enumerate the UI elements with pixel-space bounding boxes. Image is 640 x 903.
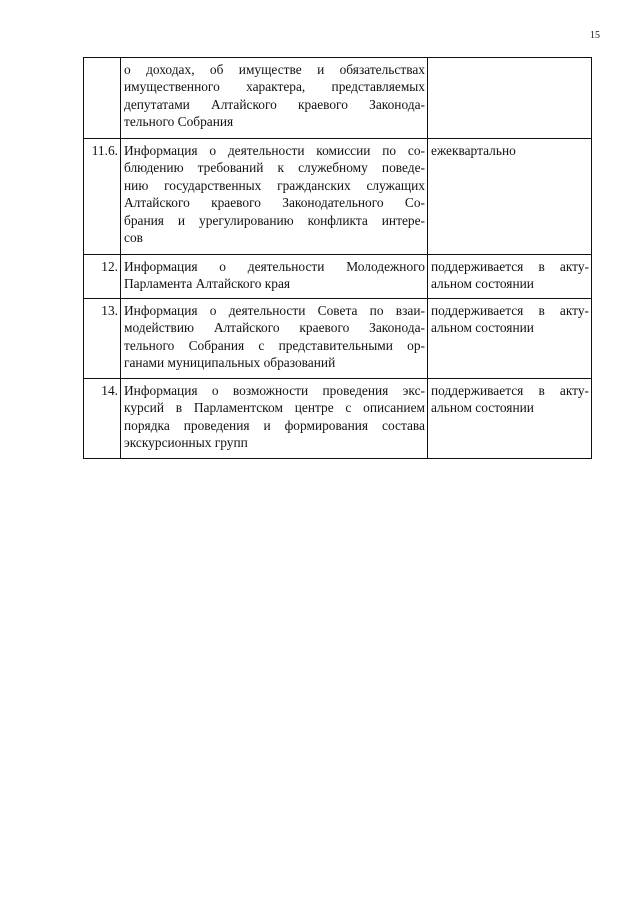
description-line: Информация о деятельности комиссии по со- (124, 143, 425, 158)
description-line: модействию Алтайского краевого Законода- (124, 320, 425, 336)
row-description (121, 58, 428, 139)
table-row (84, 58, 592, 139)
description-line: Информация о возможности проведения экс- (124, 383, 425, 398)
row-period (428, 255, 592, 299)
row-number: 12. (84, 255, 121, 299)
description-line: Парламента Алтайского края (124, 276, 291, 292)
row-number: 14. (84, 379, 121, 459)
row-description (121, 255, 428, 299)
row-period (428, 139, 592, 255)
description-line: курсий в Парламентском центре с описанием (124, 400, 425, 416)
description-line: о доходах, об имуществе и обязательствах (124, 62, 425, 77)
table-row (84, 379, 592, 459)
row-period (428, 299, 592, 379)
page-number: 15 (590, 30, 600, 41)
period-line: ежеквартально (431, 143, 516, 158)
row-number: 13. (84, 299, 121, 379)
row-description (121, 379, 428, 459)
row-number (84, 58, 121, 139)
table-row (84, 255, 592, 299)
row-number: 11.6. (84, 139, 121, 255)
period-line: поддерживается в акту- (431, 383, 589, 398)
period-line: альном состоянии (431, 320, 534, 336)
information-table (83, 57, 592, 459)
period-line: поддерживается в акту- (431, 259, 589, 274)
description-line: ганами муниципальных образований (124, 355, 336, 371)
table-row (84, 299, 592, 379)
description-line: сов (124, 230, 143, 246)
description-line: тельного Собрания с представительными ор- (124, 337, 425, 353)
description-line: имущественного характера, представляемых (124, 79, 425, 95)
description-line: Информация о деятельности Молодежного (124, 259, 425, 274)
period-line: альном состоянии (431, 400, 534, 416)
row-period (428, 379, 592, 459)
row-period (428, 58, 592, 139)
description-line: блюдению требований к служебному поведе- (124, 160, 425, 176)
description-line: Информация о деятельности Совета по взаи- (124, 303, 425, 318)
description-line: тельного Собрания (124, 114, 234, 130)
period-line: альном состоянии (431, 276, 534, 292)
period-line: поддерживается в акту- (431, 303, 589, 318)
description-line: экскурсионных групп (124, 435, 248, 451)
row-description (121, 299, 428, 379)
description-line: Алтайского краевого Законодательного Со- (124, 195, 425, 211)
row-description (121, 139, 428, 255)
description-line: брания и урегулированию конфликта интере- (124, 212, 425, 228)
description-line: порядка проведения и формирования состава (124, 417, 425, 433)
description-line: нию государственных гражданских служащих (124, 177, 425, 193)
description-line: депутатами Алтайского краевого Законода- (124, 96, 425, 112)
table-row (84, 139, 592, 255)
